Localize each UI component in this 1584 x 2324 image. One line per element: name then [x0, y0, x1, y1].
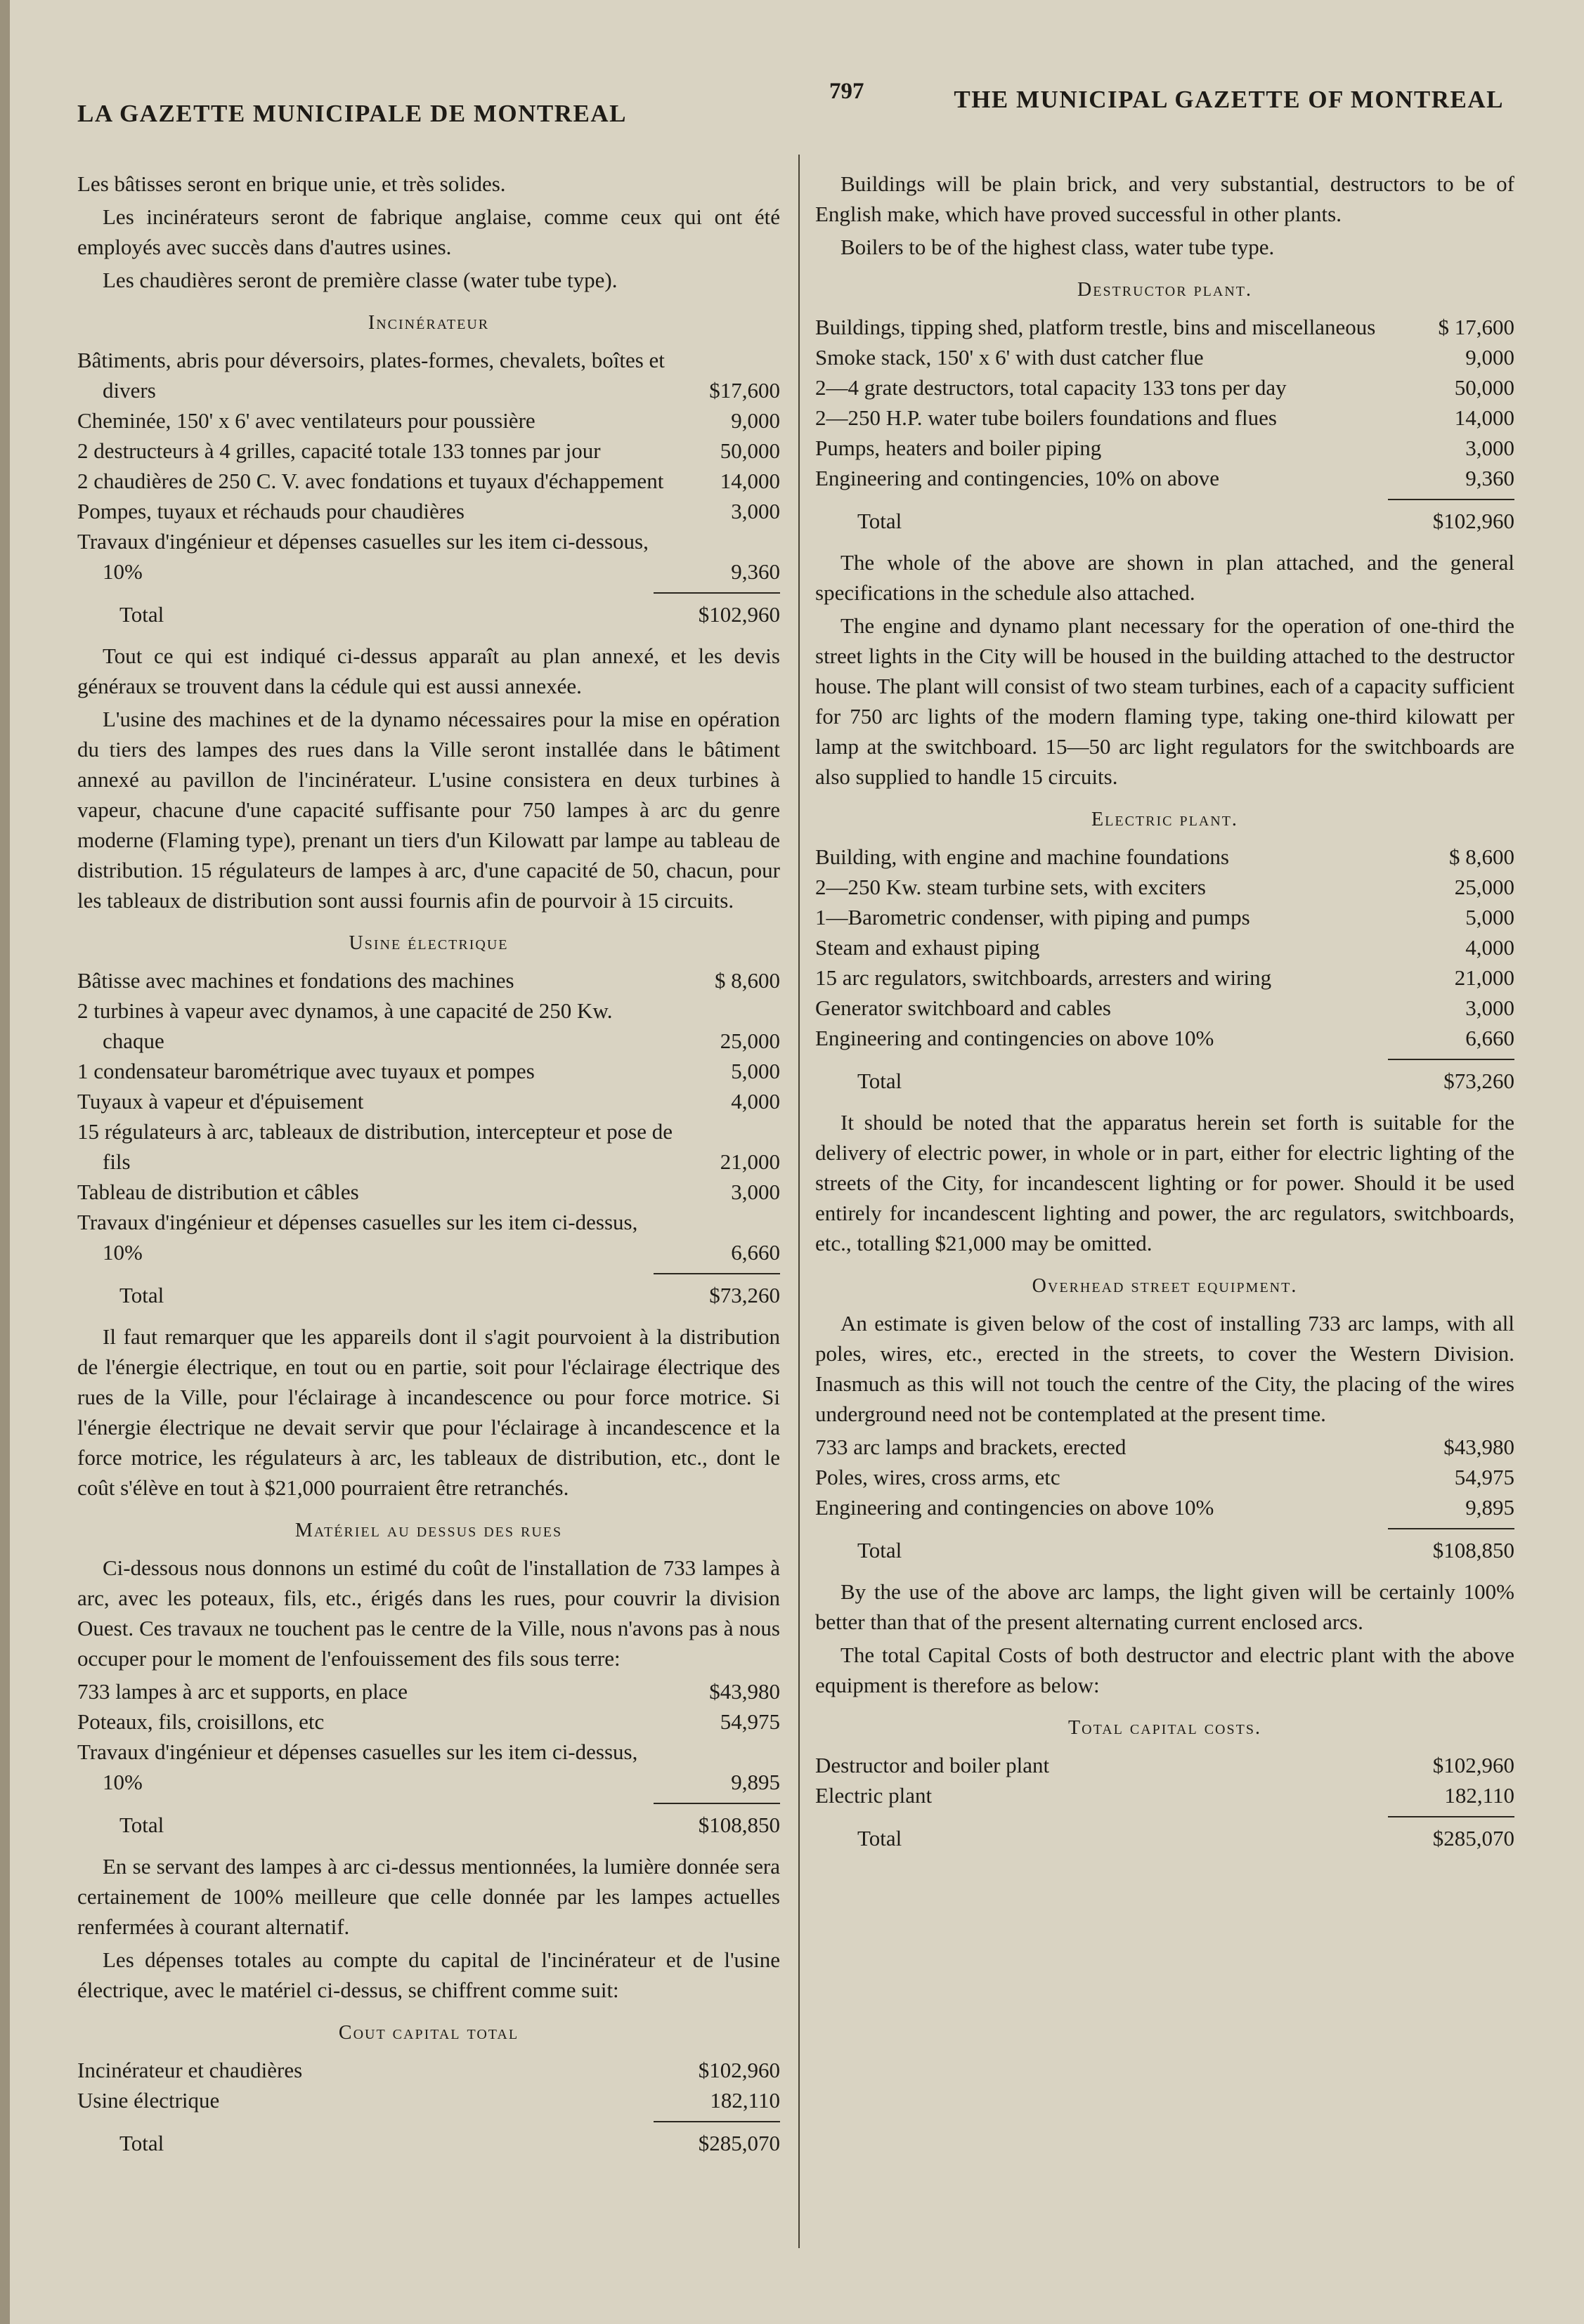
cost-item-description: Pumps, heaters and boiler piping — [815, 436, 1102, 460]
cost-item-description: 2—250 Kw. steam turbine sets, with exciters — [815, 875, 1206, 899]
paragraph: Les chaudières seront de première classe (water tube type). — [103, 268, 618, 292]
total-label: Total — [857, 509, 902, 533]
sum-rule — [77, 587, 780, 599]
cost-item-amount: 4,000 — [1465, 935, 1514, 960]
cost-item-amount: $ 8,600 — [1449, 844, 1514, 869]
cost-item — [815, 403, 1514, 433]
paragraph: By the use of the above arc lamps, the light given will be certainly 100% better than that of the present alternating current enclosed arcs. — [815, 1579, 1514, 1634]
cost-item — [815, 1462, 1514, 1492]
cost-item — [815, 1023, 1514, 1053]
total-amount: $102,960 — [1432, 509, 1514, 533]
total-label: Total — [119, 1283, 164, 1307]
cost-item — [77, 496, 780, 526]
cost-item-amount: 21,000 — [1454, 965, 1514, 990]
total-row — [77, 599, 780, 629]
cost-item-amount: $102,960 — [698, 2058, 780, 2082]
sum-rule — [815, 493, 1514, 506]
page-spine-shadow — [0, 0, 10, 2324]
header-english-title: THE MUNICIPAL GAZETTE OF MONTREAL — [954, 86, 1504, 113]
cost-item-description: Cheminée, 150' x 6' avec ventilateurs pour poussière — [77, 408, 535, 433]
cost-item-amount: $102,960 — [1432, 1753, 1514, 1777]
cost-item — [77, 1056, 780, 1086]
total-amount: $108,850 — [698, 1813, 780, 1837]
section-heading-electric-plant: Electric plant. — [1091, 809, 1238, 830]
paragraph: It should be noted that the apparatus herein set forth is suitable for the delivery of electric power, in whole or in part, either for electric lighting of the streets of the City, for incandescent lighting or for power. Should it be used entirely for incandescent lighting and power, the arc regulators, switchboards, etc., totalling $21,000 may be omitted. — [815, 1110, 1514, 1255]
total-row — [815, 506, 1514, 536]
cost-item — [77, 2085, 780, 2115]
cost-item-amount: 9,000 — [1465, 345, 1514, 370]
cost-item — [815, 342, 1514, 372]
cost-item-description: 15 arc regulators, switchboards, arresters and wiring — [815, 965, 1272, 990]
cost-item-description: Destructor and boiler plant — [815, 1753, 1050, 1777]
cost-item — [77, 436, 780, 466]
cost-item — [77, 345, 780, 405]
paragraph: Tout ce qui est indiqué ci-dessus apparaît au plan annexé, et les devis généraux se trouvent dans la cédule qui est aussi annexée. — [77, 644, 780, 698]
cost-item-description: Building, with engine and machine foundations — [815, 844, 1229, 869]
cost-item — [77, 995, 780, 1056]
cost-item-amount: $ 17,600 — [1438, 315, 1514, 339]
cost-item-description: 2—4 grate destructors, total capacity 133 tons per day — [815, 375, 1287, 400]
cost-item — [815, 902, 1514, 932]
cost-item — [815, 993, 1514, 1023]
cost-item-amount: 50,000 — [1454, 375, 1514, 400]
cost-item — [815, 1750, 1514, 1780]
total-label: Total — [119, 1813, 164, 1837]
cost-item-description: Incinérateur et chaudières — [77, 2058, 303, 2082]
cost-item-amount: 6,660 — [1465, 1026, 1514, 1050]
total-amount: $108,850 — [1432, 1538, 1514, 1562]
page-header — [77, 79, 1504, 135]
total-amount: $285,070 — [698, 2131, 780, 2155]
cost-item-amount: 3,000 — [731, 499, 780, 523]
cost-item — [815, 962, 1514, 993]
cost-item — [77, 1086, 780, 1116]
cost-item — [77, 965, 780, 995]
cost-item-description: Smoke stack, 150' x 6' with dust catcher flue — [815, 345, 1204, 370]
paragraph: Ci-dessous nous donnons un estimé du coût de l'installation de 733 lampes à arc, avec les poteaux, fils, etc., érigés dans les rues, pour couvrir la division Ouest. Ces travaux ne touchent pas le centre de la Ville, nous n'avons pas à nous occuper pour le moment de l'enfouissement des fils sous terre: — [77, 1555, 780, 1671]
total-row — [815, 1066, 1514, 1096]
paragraph: Il faut remarquer que les appareils dont il s'agit pourvoient à la distribution de l'énergie électrique, en tout ou en partie, soit pour l'éclairage électrique des rues de la Ville, pour l'éclairage à incandescence ou pour force motrice. Si l'énergie électrique ne devait servir que pour l'éclairage à incandescence et la force motrice, les régulateurs à arc, les tableaux de distribution, etc., dont le coût s'élève en tout à $21,000 pourraient être retranchés. — [77, 1324, 780, 1500]
cost-item — [77, 405, 780, 436]
cost-item-description: Poles, wires, cross arms, etc — [815, 1465, 1060, 1489]
cost-item-description: Travaux d'ingénieur et dépenses casuelles sur les item ci-dessus, 10% — [77, 1210, 638, 1265]
cost-item-amount: 3,000 — [731, 1180, 780, 1204]
cost-item-amount: 6,660 — [731, 1240, 780, 1265]
sum-rule — [815, 1053, 1514, 1066]
total-row — [77, 1280, 780, 1310]
cost-item — [77, 466, 780, 496]
cost-item — [815, 1432, 1514, 1462]
cost-item-amount: 182,110 — [710, 2088, 780, 2113]
sum-rule — [77, 1267, 780, 1280]
paragraph: Boilers to be of the highest class, water tube type. — [840, 235, 1275, 259]
cost-item-description: 2 turbines à vapeur avec dynamos, à une capacité de 250 Kw. chaque — [77, 998, 613, 1053]
cost-item — [77, 1116, 780, 1177]
total-row — [815, 1535, 1514, 1565]
cost-item-amount: 5,000 — [731, 1059, 780, 1083]
cost-item-description: Engineering and contingencies, 10% on above — [815, 466, 1220, 490]
cost-item — [815, 312, 1514, 342]
total-label: Total — [857, 1538, 902, 1562]
paragraph: The total Capital Costs of both destructor and electric plant with the above equipment is therefore as below: — [815, 1643, 1514, 1697]
cost-item-description: 15 régulateurs à arc, tableaux de distribution, intercepteur et pose de fils — [77, 1119, 673, 1174]
cost-item-description: Generator switchboard and cables — [815, 995, 1111, 1020]
total-label: Total — [857, 1826, 902, 1850]
total-row — [815, 1823, 1514, 1853]
cost-item-description: Bâtiments, abris pour déversoirs, plates-formes, chevalets, boîtes et divers — [77, 348, 665, 403]
cost-item-amount: 4,000 — [731, 1089, 780, 1114]
paragraph: Les dépenses totales au compte du capital de l'incinérateur et de l'usine électrique, avec le matériel ci-dessus, se chiffrent comme suit: — [77, 1947, 780, 2002]
cost-item-description: Electric plant — [815, 1783, 933, 1808]
paragraph: L'usine des machines et de la dynamo nécessaires pour la mise en opération du tiers des lampes des rues dans la Ville seront installée dans le bâtiment annexé au pavillon de l'incinérateur. L'usine consistera en deux turbines à vapeur, chacune d'une capacité suffisante pour 750 lampes à arc du genre moderne (Flaming type), prenant un tiers d'un Kilowatt par lampe au tableau de distribution. 15 régulateurs de lampes à arc, d'une capacité de 50, chacun, pour les tableaux de distribution sont aussi fournis afin de pourvoir à 15 circuits. — [77, 707, 780, 913]
total-amount: $73,260 — [709, 1283, 780, 1307]
paragraph: The engine and dynamo plant necessary for the operation of one-third the street lights in the City will be housed in the building attached to the destructor house. The plant will consist of two steam turbines, each of a capacity sufficient for 750 arc lights of the modern flaming type, taking one-third kilowatt per lamp at the switchboard. 15—50 arc light regulators for the switchboards are also supplied to handle 15 circuits. — [815, 613, 1514, 789]
cost-item-amount: 5,000 — [1465, 905, 1514, 929]
cost-item-amount: 21,000 — [720, 1149, 780, 1174]
cost-item-description: Pompes, tuyaux et réchauds pour chaudières — [77, 499, 465, 523]
paragraph: Les bâtisses seront en brique unie, et très solides. — [77, 171, 506, 196]
sum-rule — [77, 2115, 780, 2128]
cost-item — [77, 1706, 780, 1737]
cost-item-description: 2 destructeurs à 4 grilles, capacité totale 133 tonnes par jour — [77, 438, 601, 463]
cost-item — [815, 842, 1514, 872]
cost-item-description: Usine électrique — [77, 2088, 220, 2113]
cost-item-description: Engineering and contingencies on above 10% — [815, 1026, 1214, 1050]
cost-item-description: 1 condensateur barométrique avec tuyaux et pompes — [77, 1059, 535, 1083]
paragraph: Buildings will be plain brick, and very substantial, destructors to be of English make, which have proved successful in other plants. — [815, 171, 1514, 226]
paragraph: An estimate is given below of the cost of installing 733 arc lamps, with all poles, wires, etc., erected in the streets, to cover the Western Division. Inasmuch as this will not touch the centre of the City, the placing of the wires underground need not be contemplated at the present time. — [815, 1311, 1514, 1426]
cost-item — [815, 1492, 1514, 1522]
paragraph: En se servant des lampes à arc ci-dessus mentionnées, la lumière donnée sera certainement de 100% meilleure que celle donnée par les lampes actuelles renfermées à courant alternatif. — [77, 1854, 780, 1939]
cost-item-amount: 25,000 — [720, 1029, 780, 1053]
french-column — [77, 169, 780, 2169]
cost-item — [815, 372, 1514, 403]
cost-item — [815, 433, 1514, 463]
cost-item-amount: 182,110 — [1444, 1783, 1514, 1808]
cost-item — [815, 932, 1514, 962]
cost-item — [77, 1207, 780, 1267]
paragraph: Les incinérateurs seront de fabrique anglaise, comme ceux qui ont été employés avec succès dans d'autres usines. — [77, 204, 780, 259]
cost-item-description: Buildings, tipping shed, platform trestle, bins and miscellaneous — [815, 315, 1376, 339]
cost-item-description: Poteaux, fils, croisillons, etc — [77, 1709, 325, 1734]
total-amount: $73,260 — [1443, 1069, 1514, 1093]
sum-rule — [815, 1522, 1514, 1535]
section-heading-cout-capital: Cout capital total — [338, 2022, 519, 2044]
cost-item-amount: 50,000 — [720, 438, 780, 463]
cost-item-amount: $43,980 — [1443, 1435, 1514, 1459]
cost-item-amount: 9,895 — [1465, 1495, 1514, 1520]
total-row — [77, 1810, 780, 1840]
cost-item-amount: 14,000 — [1454, 405, 1514, 430]
cost-item-description: 2 chaudières de 250 C. V. avec fondations et tuyaux d'échappement — [77, 469, 664, 493]
page-number: 797 — [829, 79, 864, 104]
cost-item — [77, 2055, 780, 2085]
cost-item-amount: 54,975 — [720, 1709, 780, 1734]
cost-item — [815, 463, 1514, 493]
cost-item-amount: $ 8,600 — [715, 968, 780, 993]
column-divider — [798, 155, 800, 2248]
paragraph: The whole of the above are shown in plan attached, and the general specifications in the schedule also attached. — [815, 550, 1514, 605]
section-heading-total-capital: Total capital costs. — [1068, 1717, 1261, 1739]
cost-item-amount: 9,895 — [731, 1770, 780, 1794]
section-heading-incinerateur: Incinérateur — [368, 312, 490, 334]
cost-item — [815, 872, 1514, 902]
cost-item-description: Steam and exhaust piping — [815, 935, 1040, 960]
sum-rule — [815, 1810, 1514, 1823]
total-row — [77, 2128, 780, 2158]
total-amount: $285,070 — [1432, 1826, 1514, 1850]
cost-item-description: 1—Barometric condenser, with piping and pumps — [815, 905, 1250, 929]
header-french-title: LA GAZETTE MUNICIPALE DE MONTREAL — [77, 100, 628, 127]
cost-item-amount: 14,000 — [720, 469, 780, 493]
cost-item-amount: 3,000 — [1465, 436, 1514, 460]
cost-item-amount: 9,000 — [731, 408, 780, 433]
total-label: Total — [857, 1069, 902, 1093]
cost-item-description: Travaux d'ingénieur et dépenses casuelles sur les item ci-dessus, 10% — [77, 1739, 638, 1794]
section-heading-destructor: Destructor plant. — [1077, 279, 1252, 301]
cost-item-description: Bâtisse avec machines et fondations des machines — [77, 968, 514, 993]
cost-item-amount: $17,600 — [709, 378, 780, 403]
cost-item — [77, 1676, 780, 1706]
cost-item — [77, 526, 780, 587]
cost-item-amount: 3,000 — [1465, 995, 1514, 1020]
total-amount: $102,960 — [698, 602, 780, 627]
cost-item-description: Engineering and contingencies on above 10% — [815, 1495, 1214, 1520]
total-label: Total — [119, 2131, 164, 2155]
section-heading-usine-electrique: Usine électrique — [349, 932, 509, 954]
cost-item-description: 2—250 H.P. water tube boilers foundations and flues — [815, 405, 1277, 430]
total-label: Total — [119, 602, 164, 627]
cost-item-description: Travaux d'ingénieur et dépenses casuelles sur les item ci-dessous, 10% — [77, 529, 649, 584]
english-column — [815, 169, 1514, 1865]
cost-item-amount: 54,975 — [1454, 1465, 1514, 1489]
cost-item — [77, 1737, 780, 1797]
cost-item-description: Tuyaux à vapeur et d'épuisement — [77, 1089, 364, 1114]
cost-item-amount: 25,000 — [1454, 875, 1514, 899]
cost-item-amount: 9,360 — [731, 559, 780, 584]
cost-item-description: 733 lampes à arc et supports, en place — [77, 1679, 408, 1704]
cost-item-description: Tableau de distribution et câbles — [77, 1180, 359, 1204]
cost-item-amount: $43,980 — [709, 1679, 780, 1704]
cost-item-description: 733 arc lamps and brackets, erected — [815, 1435, 1127, 1459]
section-heading-materiel: Matériel au dessus des rues — [294, 1520, 563, 1541]
section-heading-overhead: Overhead street equipment. — [1032, 1275, 1298, 1297]
cost-item-amount: 9,360 — [1465, 466, 1514, 490]
sum-rule — [77, 1797, 780, 1810]
cost-item — [815, 1780, 1514, 1810]
cost-item — [77, 1177, 780, 1207]
